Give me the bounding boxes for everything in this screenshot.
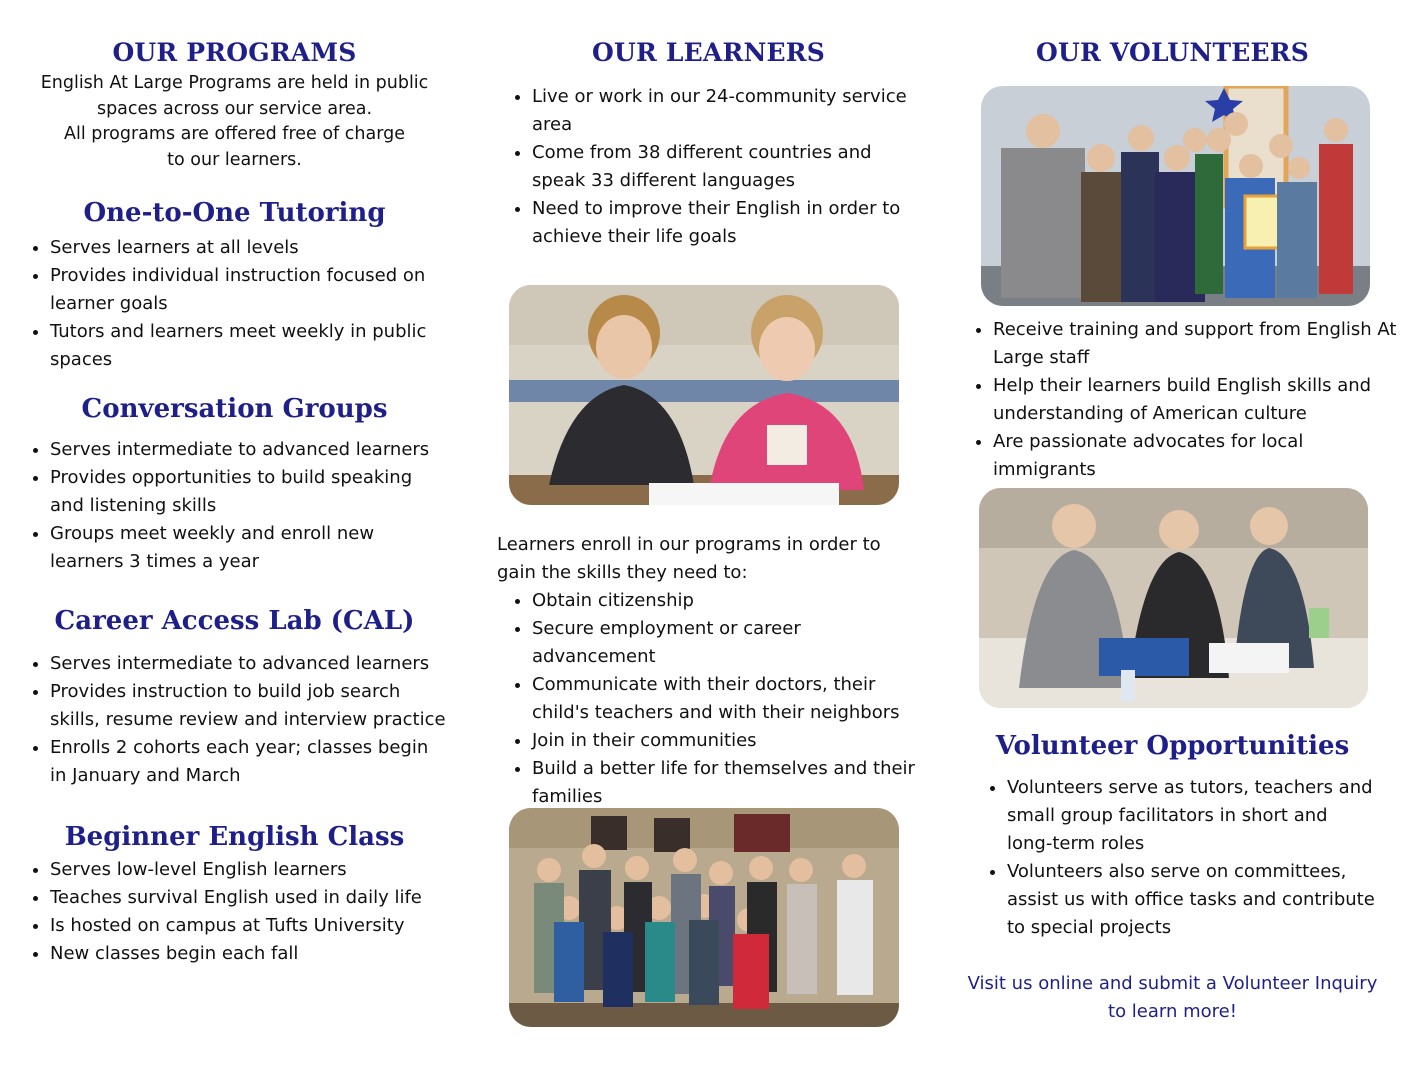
list-item: • Volunteers also serve on committees, assist us with office tasks and contribute to special projects [1007,858,1375,942]
section-title-cal: Career Access Lab (CAL) [54,606,415,636]
list-item: • Provides instruction to build job search skills, resume review and interview practice [50,678,447,734]
list-item: • Need to improve their English in order to achieve their life goals [532,195,912,251]
section-title-beginner: Beginner English Class [64,822,405,852]
learners-photo-group [509,808,899,1027]
list-item: • Serves intermediate to advanced learners [50,650,447,678]
intro-line: to our learners. [167,149,302,170]
learners-column [496,0,921,251]
enroll-text: Learners enroll in our programs in order to gain the skills they need to: [497,534,881,583]
opportunities-block [960,731,1385,1026]
list-item: • Communicate with their doctors, their child's teachers and with their neighbors [532,671,917,727]
volunteer-inquiry-cta[interactable] [960,970,1385,1026]
list-item: • Obtain citizenship [532,587,917,615]
list-item: • Help their learners build English skills and understanding of American culture [993,372,1400,428]
opportunities-list [960,774,1375,942]
list-item: • Secure employment or career advancement [532,615,917,671]
cta-line: Visit us online and submit a Volunteer Inquiry [967,973,1378,994]
intro-line: spaces across our service area. [96,98,373,119]
section-title-conversation: Conversation Groups [81,394,388,424]
list-item: • Serves low-level English learners [50,856,447,884]
tutoring-list [22,234,447,374]
list-item: • Serves intermediate to advanced learners [50,436,447,464]
list-item: • Are passionate advocates for local immigrants [993,428,1400,484]
list-item: • Join in their communities [532,727,917,755]
learners-list [496,83,912,251]
intro-line: All programs are offered free of charge [64,124,405,144]
volunteers-list [960,316,1400,484]
volunteers-column [960,0,1385,67]
programs-intro [22,71,447,173]
learners-heading: OUR LEARNERS [591,38,825,67]
list-item: • Is hosted on campus at Tufts University [50,912,447,940]
beginner-list [22,856,447,968]
volunteers-heading: OUR VOLUNTEERS [1035,38,1309,67]
volunteers-list-block [960,316,1400,484]
list-item: • Serves learners at all levels [50,234,447,262]
list-item: • Provides opportunities to build speaking and listening skills [50,464,447,520]
list-item: • Enrolls 2 cohorts each year; classes begin in January and March [50,734,447,790]
section-title-tutoring: One-to-One Tutoring [83,198,386,228]
list-item: • Come from 38 different countries and speak 33 different languages [532,139,912,195]
list-item: • Build a better life for themselves and their families [532,755,917,811]
list-item: • New classes begin each fall [50,940,447,968]
list-item: • Tutors and learners meet weekly in public spaces [50,318,447,374]
list-item: • Groups meet weekly and enroll new learners 3 times a year [50,520,447,576]
cta-line: to learn more! [1108,1001,1237,1022]
list-item: • Teaches survival English used in daily life [50,884,447,912]
programs-heading: OUR PROGRAMS [112,38,357,67]
volunteers-photo-group [981,86,1370,306]
list-item: • Live or work in our 24-community service area [532,83,912,139]
list-item: • Receive training and support from English At Large staff [993,316,1400,372]
list-item: • Provides individual instruction focused on learner goals [50,262,447,318]
list-item: • Volunteers serve as tutors, teachers and small group facilitators in short and long-term roles [1007,774,1375,858]
learners-enroll-block [497,531,922,811]
conversation-list [22,436,447,576]
learners-photo-tutor-pair [509,285,899,505]
programs-column [22,0,447,968]
opportunities-title: Volunteer Opportunities [995,731,1350,761]
learner-goals-list [497,587,917,811]
volunteers-photo-training [979,488,1368,708]
cal-list [22,650,447,790]
intro-line: English At Large Programs are held in public [40,73,429,93]
